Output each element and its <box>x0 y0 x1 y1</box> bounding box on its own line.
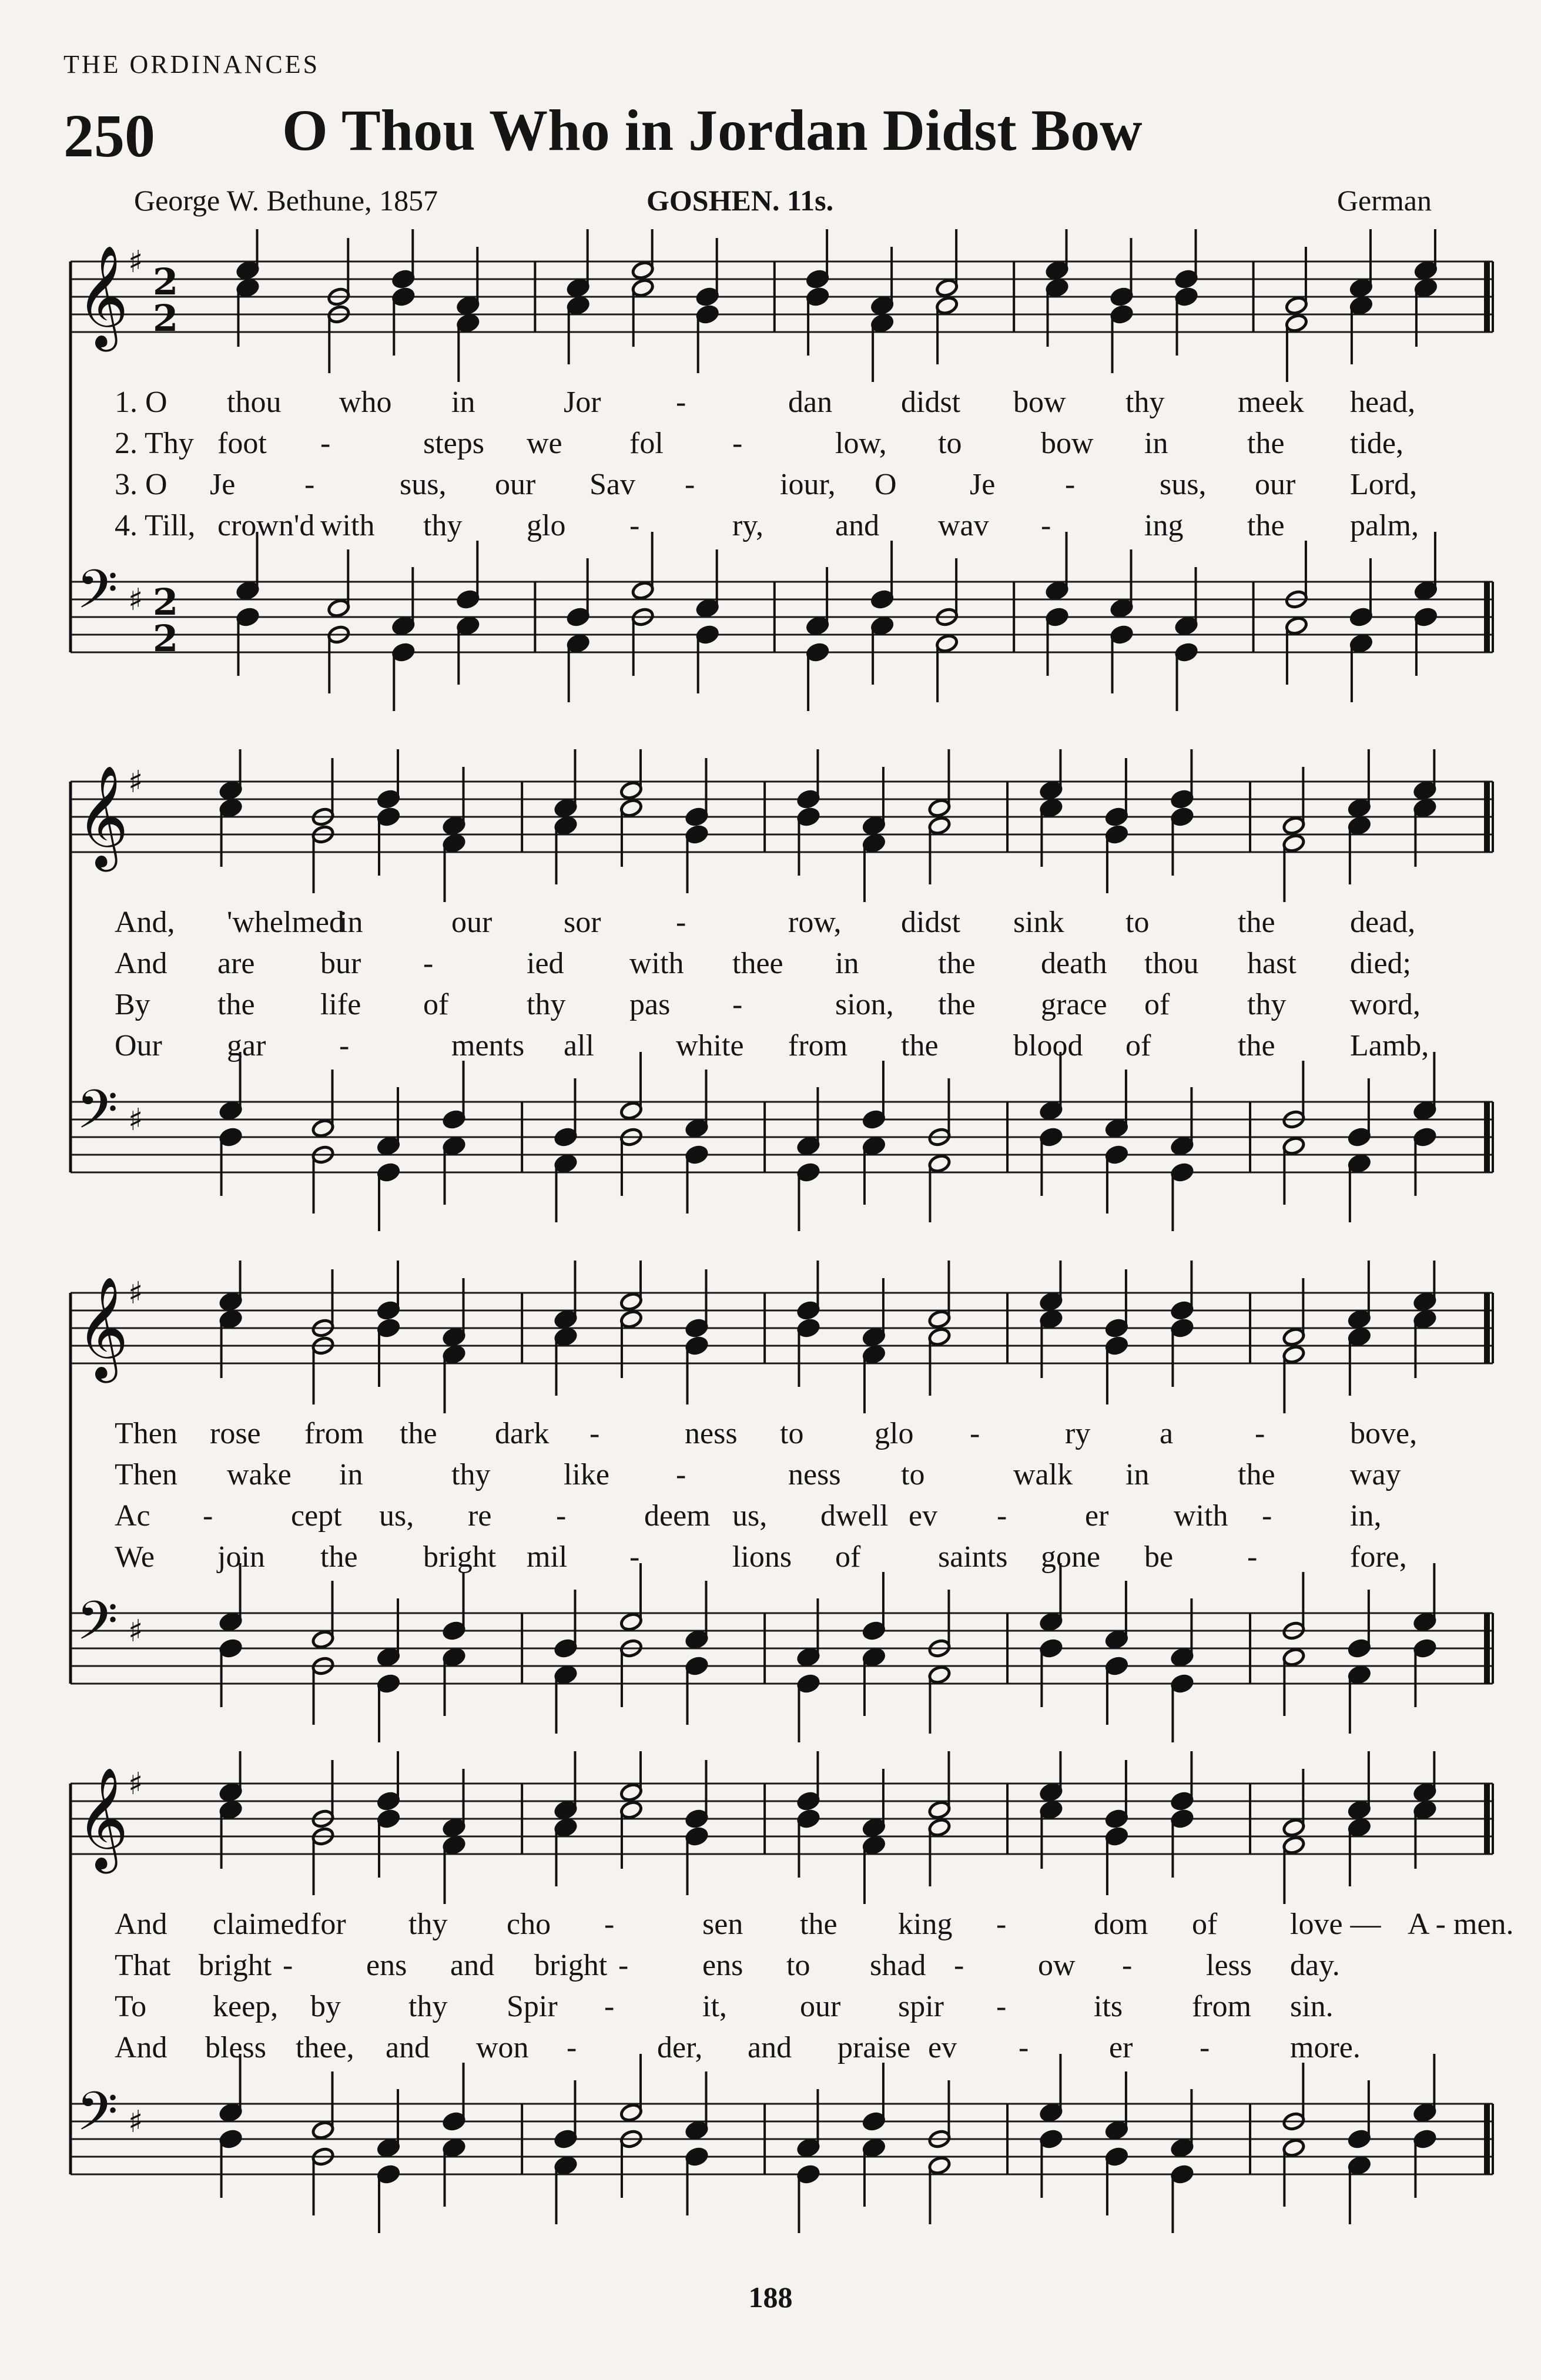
verse-line-4 <box>115 2030 1502 2071</box>
lyric-syllable: didst <box>901 906 961 939</box>
lyric-syllable: wav <box>938 509 989 542</box>
lyric-syllable: thee, <box>296 2031 354 2064</box>
lyric-syllable: the <box>1238 906 1275 939</box>
lyric-syllable: thy <box>451 1458 491 1491</box>
verse-line-4 <box>115 508 1502 549</box>
time-signature-top: 2 <box>153 260 179 303</box>
lyric-syllable: won <box>476 2031 529 2064</box>
lyric-syllable: walk <box>1013 1458 1073 1491</box>
sharp-icon: ♯ <box>128 1614 143 1649</box>
lyric-syllable: 4. Till, <box>115 509 196 542</box>
staff-bass <box>71 2080 1493 2174</box>
lyric-syllable: ness <box>788 1458 841 1491</box>
lyric-syllable: Je <box>970 468 996 501</box>
lyric-syllable: a <box>1160 1417 1174 1450</box>
lyric-syllable: Spir <box>507 1990 558 2023</box>
hymn-title: O Thou Who in Jordan Didst Bow <box>282 98 1143 163</box>
lyric-syllable: Our <box>115 1029 162 1062</box>
lyric-syllable: er <box>1085 1499 1109 1533</box>
lyric-syllable: join <box>217 1540 265 1574</box>
lyric-syllable: the <box>1247 509 1285 542</box>
lyric-syllable: Lord, <box>1350 468 1418 501</box>
verse-line-2 <box>115 946 1502 987</box>
hymn-author: George W. Bethune, 1857 <box>134 184 438 217</box>
verse-line-3 <box>115 987 1502 1028</box>
lyric-syllable: in <box>1144 427 1168 460</box>
lyric-syllable: deem <box>644 1499 711 1533</box>
lyric-syllable: Jor <box>564 386 601 419</box>
staff-treble <box>71 1276 1493 1383</box>
lyric-syllable: - <box>589 1417 600 1450</box>
lyric-syllable: thy <box>1125 386 1165 419</box>
lyric-syllable: gar <box>227 1029 266 1062</box>
lyric-syllable: us, <box>379 1499 414 1533</box>
lyric-syllable: re <box>468 1499 492 1533</box>
lyric-syllable: the <box>938 947 976 980</box>
bass-clef-icon: 𝄢 <box>76 1078 118 1154</box>
lyric-syllable: dom <box>1094 1908 1148 1941</box>
lyric-syllable: sion, <box>835 988 894 1021</box>
lyric-syllable: - <box>732 988 743 1021</box>
lyric-syllable: sink <box>1013 906 1064 939</box>
lyric-syllable: dan <box>788 386 833 419</box>
sharp-icon: ♯ <box>128 582 143 618</box>
lyric-syllable: its <box>1094 1990 1123 2023</box>
staff-treble <box>71 1766 1493 1874</box>
lyric-syllable: We <box>115 1540 155 1574</box>
lyric-syllable: with <box>629 947 684 980</box>
lyric-syllable: bright <box>534 1949 608 1982</box>
lyric-syllable: bur <box>320 947 361 980</box>
lyric-syllable: To <box>115 1990 147 2023</box>
lyric-syllable: - <box>676 1458 686 1491</box>
lyrics-system-2 <box>115 905 1502 1070</box>
verse-line-1 <box>115 1416 1502 1457</box>
lyric-syllable: we <box>527 427 562 460</box>
lyric-syllable: white <box>676 1029 744 1062</box>
lyric-syllable: the <box>800 1908 838 1941</box>
lyric-syllable: - <box>320 427 331 460</box>
lyric-syllable: thy <box>423 509 463 542</box>
lyric-syllable: - <box>604 1908 615 1941</box>
lyric-syllable: low, <box>835 427 887 460</box>
time-signature-bottom: 2 <box>153 617 179 660</box>
lyric-syllable: - <box>629 1540 640 1574</box>
lyric-syllable: like <box>564 1458 609 1491</box>
verse-line-4 <box>115 1028 1502 1070</box>
lyric-syllable: - <box>1247 1540 1258 1574</box>
lyric-syllable: love — <box>1290 1908 1381 1941</box>
lyric-syllable: with <box>1174 1499 1228 1533</box>
lyric-syllable: it, <box>702 1990 727 2023</box>
tune-name: GOSHEN. 11s. <box>646 184 834 217</box>
lyric-syllable: life <box>320 988 361 1021</box>
lyrics-system-4 <box>115 1907 1502 2071</box>
lyric-syllable: our <box>800 1990 841 2023</box>
lyric-syllable: 2. Thy <box>115 427 194 460</box>
lyric-syllable: in <box>451 386 475 419</box>
lyric-syllable: and <box>835 509 880 542</box>
verse-line-1 <box>115 905 1502 946</box>
lyric-syllable: - <box>676 386 686 419</box>
lyric-syllable: ry <box>1065 1417 1091 1450</box>
lyric-syllable: O <box>875 468 897 501</box>
lyric-syllable: - <box>203 1499 213 1533</box>
lyric-syllable: thee <box>732 947 783 980</box>
lyric-syllable: with <box>320 509 375 542</box>
lyric-syllable: meek <box>1238 386 1304 419</box>
lyric-syllable: the <box>1238 1029 1275 1062</box>
lyric-syllable: the <box>1247 427 1285 460</box>
lyric-syllable: king <box>898 1908 953 1941</box>
lyric-syllable: didst <box>901 386 961 419</box>
lyric-syllable: our <box>451 906 493 939</box>
lyric-syllable: By <box>115 988 150 1021</box>
lyric-syllable: gone <box>1041 1540 1101 1574</box>
lyric-syllable: 1. O <box>115 386 168 419</box>
lyric-syllable: sen <box>702 1908 743 1941</box>
lyric-syllable: in, <box>1350 1499 1382 1533</box>
lyric-syllable: grace <box>1041 988 1107 1021</box>
lyric-syllable: of <box>423 988 449 1021</box>
lyric-syllable: in <box>835 947 859 980</box>
lyric-syllable: bright <box>199 1949 272 1982</box>
lyric-syllable: of <box>835 1540 861 1574</box>
lyric-syllable: tide, <box>1350 427 1403 460</box>
lyric-syllable: dwell <box>820 1499 889 1533</box>
lyric-syllable: - <box>339 1029 350 1062</box>
time-signature-bottom: 2 <box>153 297 179 340</box>
lyric-syllable: - <box>676 906 686 939</box>
lyric-syllable: ev <box>928 2031 957 2064</box>
lyric-syllable: bow <box>1013 386 1066 419</box>
sharp-icon: ♯ <box>128 765 143 800</box>
sharp-icon: ♯ <box>128 1276 143 1311</box>
lyric-syllable: ments <box>451 1029 525 1062</box>
lyric-syllable: to <box>901 1458 925 1491</box>
lyric-syllable: pas <box>629 988 671 1021</box>
lyric-syllable: dead, <box>1350 906 1416 939</box>
verse-line-1 <box>115 1907 1502 1948</box>
lyric-syllable: - <box>997 1499 1007 1533</box>
lyric-syllable: and <box>748 2031 792 2064</box>
lyric-syllable: the <box>217 988 255 1021</box>
lyric-syllable: - <box>618 1949 629 1982</box>
tune-origin: German <box>1336 184 1432 217</box>
lyric-syllable: That <box>115 1949 171 1982</box>
lyric-syllable: bright <box>423 1540 497 1574</box>
lyric-syllable: steps <box>423 427 484 460</box>
lyric-syllable: foot <box>217 427 267 460</box>
lyric-syllable: by <box>310 1990 341 2023</box>
lyric-syllable: iour, <box>780 468 836 501</box>
lyric-syllable: - <box>996 1908 1007 1941</box>
verse-line-2 <box>115 426 1502 467</box>
time-signature-top: 2 <box>153 581 179 624</box>
treble-clef-icon: 𝄞 <box>76 1767 129 1869</box>
amen-text: A - men. <box>1408 1908 1514 1941</box>
lyric-syllable: der, <box>657 2031 703 2064</box>
lyric-syllable: hast <box>1247 947 1297 980</box>
lyric-syllable: Sav <box>589 468 635 501</box>
lyric-syllable: Lamb, <box>1350 1029 1429 1062</box>
staff-bass <box>71 1078 1493 1172</box>
verse-line-1 <box>115 385 1502 426</box>
lyric-syllable: spir <box>898 1990 944 2023</box>
lyric-syllable: Je <box>210 468 236 501</box>
lyric-syllable: shad <box>870 1949 926 1982</box>
lyric-syllable: thy <box>527 988 566 1021</box>
lyric-syllable: - <box>1065 468 1076 501</box>
lyric-syllable: ied <box>527 947 564 980</box>
lyric-syllable: - <box>1255 1417 1265 1450</box>
hymn-number: 250 <box>63 102 155 170</box>
lyric-syllable: fore, <box>1350 1540 1407 1574</box>
treble-clef-icon: 𝄞 <box>76 765 129 867</box>
lyric-syllable: the <box>400 1417 437 1450</box>
lyric-syllable: ow <box>1038 1949 1076 1982</box>
lyric-syllable: ens <box>702 1949 743 1982</box>
lyric-syllable: thy <box>408 1990 448 2023</box>
sharp-icon: ♯ <box>128 2104 143 2140</box>
lyric-syllable: Then <box>115 1417 177 1450</box>
lyric-syllable: of <box>1125 1029 1151 1062</box>
bass-clef-icon: 𝄢 <box>76 2080 118 2156</box>
lyric-syllable: ens <box>366 1949 407 1982</box>
lyric-syllable: - <box>1262 1499 1272 1533</box>
lyric-syllable: bless <box>205 2031 266 2064</box>
lyric-syllable: be <box>1144 1540 1174 1574</box>
lyric-syllable: - <box>629 509 640 542</box>
lyric-syllable: sus, <box>400 468 447 501</box>
lyric-syllable: in <box>339 906 363 939</box>
lyric-syllable: - <box>970 1417 980 1450</box>
bass-clef-icon: 𝄢 <box>76 1590 118 1665</box>
lyric-syllable: saints <box>938 1540 1008 1574</box>
lyric-syllable: the <box>938 988 976 1021</box>
lyric-syllable: the <box>1238 1458 1275 1491</box>
lyric-syllable: - <box>604 1990 615 2023</box>
lyric-syllable: - <box>1122 1949 1133 1982</box>
lyric-syllable: rose <box>210 1417 261 1450</box>
lyric-syllable: day. <box>1290 1949 1340 1982</box>
lyric-syllable: - <box>1019 2031 1029 2064</box>
lyric-syllable: glo <box>527 509 566 542</box>
lyric-syllable: claimed <box>213 1908 310 1941</box>
lyric-syllable: in <box>1125 1458 1150 1491</box>
lyric-syllable: for <box>310 1908 346 1941</box>
lyric-syllable: - <box>1200 2031 1210 2064</box>
lyric-syllable: mil <box>527 1540 568 1574</box>
section-heading: THE ORDINANCES <box>63 50 320 79</box>
lyric-syllable: thy <box>1247 988 1287 1021</box>
lyric-syllable: lions <box>732 1540 792 1574</box>
lyric-syllable: - <box>283 1949 293 1982</box>
sharp-icon: ♯ <box>128 244 143 280</box>
lyric-syllable: palm, <box>1350 509 1419 542</box>
bass-clef-icon: 𝄢 <box>76 558 118 633</box>
lyric-syllable: from <box>304 1417 364 1450</box>
lyric-syllable: to <box>938 427 962 460</box>
lyric-syllable: - <box>1041 509 1051 542</box>
verse-line-3 <box>115 1499 1502 1540</box>
treble-clef-icon: 𝄞 <box>76 1276 129 1379</box>
lyric-syllable: the <box>320 1540 358 1574</box>
staff-treble <box>71 765 1493 872</box>
lyric-syllable: row, <box>788 906 842 939</box>
treble-clef-icon: 𝄞 <box>76 245 129 347</box>
lyric-syllable: the <box>901 1029 939 1062</box>
lyric-syllable: er <box>1109 2031 1133 2064</box>
lyrics-system-1 <box>115 385 1502 549</box>
lyric-syllable: ness <box>685 1417 738 1450</box>
lyric-syllable: crown'd <box>217 509 315 542</box>
sharp-icon: ♯ <box>128 1766 143 1802</box>
lyric-syllable: bow <box>1041 427 1094 460</box>
lyric-syllable: Ac <box>115 1499 150 1533</box>
lyric-syllable: way <box>1350 1458 1401 1491</box>
lyric-syllable: are <box>217 947 255 980</box>
verse-line-4 <box>115 1540 1502 1581</box>
lyric-syllable: Then <box>115 1458 177 1491</box>
lyric-syllable: praise <box>838 2031 911 2064</box>
lyric-syllable: - <box>567 2031 577 2064</box>
lyric-syllable: thou <box>227 386 282 419</box>
verse-line-3 <box>115 467 1502 508</box>
lyric-syllable: keep, <box>213 1990 279 2023</box>
page-number: 188 <box>748 2281 793 2314</box>
lyric-syllable: - <box>954 1949 964 1982</box>
staff-bass <box>71 1590 1493 1684</box>
lyric-syllable: from <box>788 1029 848 1062</box>
staff-bass <box>71 558 1493 660</box>
lyric-syllable: who <box>339 386 392 419</box>
lyric-syllable: ry, <box>732 509 763 542</box>
lyric-syllable: And <box>115 1908 168 1941</box>
lyric-syllable: to <box>780 1417 804 1450</box>
staff-treble <box>71 244 1493 352</box>
lyric-syllable: death <box>1041 947 1107 980</box>
lyric-syllable: And <box>115 2031 168 2064</box>
lyric-syllable: - <box>304 468 315 501</box>
lyric-syllable: And <box>115 947 168 980</box>
lyric-syllable: - <box>423 947 434 980</box>
lyric-syllable: of <box>1192 1908 1218 1941</box>
lyric-syllable: cho <box>507 1908 551 1941</box>
lyric-syllable: and <box>450 1949 495 1982</box>
lyric-syllable: - <box>996 1990 1007 2023</box>
lyric-syllable: our <box>495 468 536 501</box>
lyric-syllable: in <box>339 1458 363 1491</box>
lyric-syllable: ing <box>1144 509 1184 542</box>
lyric-syllable: wake <box>227 1458 292 1491</box>
lyric-syllable: of <box>1144 988 1170 1021</box>
lyric-syllable: more. <box>1290 2031 1361 2064</box>
lyric-syllable: - <box>556 1499 567 1533</box>
lyric-syllable: 3. O <box>115 468 168 501</box>
lyric-syllable: head, <box>1350 386 1416 419</box>
lyric-syllable: us, <box>732 1499 768 1533</box>
lyric-syllable: thy <box>408 1908 448 1941</box>
lyric-syllable: 'whelmed <box>227 906 344 939</box>
lyric-syllable: died; <box>1350 947 1411 980</box>
lyric-syllable: cept <box>291 1499 342 1533</box>
lyric-syllable: less <box>1206 1949 1252 1982</box>
lyric-syllable: and <box>386 2031 430 2064</box>
lyric-syllable: from <box>1192 1990 1252 2023</box>
verse-line-2 <box>115 1457 1502 1499</box>
lyric-syllable: glo <box>875 1417 914 1450</box>
lyric-syllable: sus, <box>1160 468 1207 501</box>
lyric-syllable: ev <box>909 1499 938 1533</box>
lyric-syllable: all <box>564 1029 594 1062</box>
lyric-syllable: sor <box>564 906 601 939</box>
lyric-syllable: thou <box>1144 947 1199 980</box>
lyric-syllable: - <box>732 427 743 460</box>
lyric-syllable: word, <box>1350 988 1421 1021</box>
lyric-syllable: to <box>1125 906 1150 939</box>
lyric-syllable: - <box>685 468 695 501</box>
lyrics-system-3 <box>115 1416 1502 1581</box>
verse-line-2 <box>115 1948 1502 1989</box>
lyric-syllable: sin. <box>1290 1990 1334 2023</box>
lyric-syllable: to <box>786 1949 810 1982</box>
verse-line-3 <box>115 1989 1502 2030</box>
lyric-syllable: dark <box>495 1417 550 1450</box>
sharp-icon: ♯ <box>128 1102 143 1138</box>
lyric-syllable: fol <box>629 427 664 460</box>
lyric-syllable: blood <box>1013 1029 1083 1062</box>
lyric-syllable: our <box>1255 468 1296 501</box>
lyric-syllable: And, <box>115 906 175 939</box>
lyric-syllable: bove, <box>1350 1417 1418 1450</box>
